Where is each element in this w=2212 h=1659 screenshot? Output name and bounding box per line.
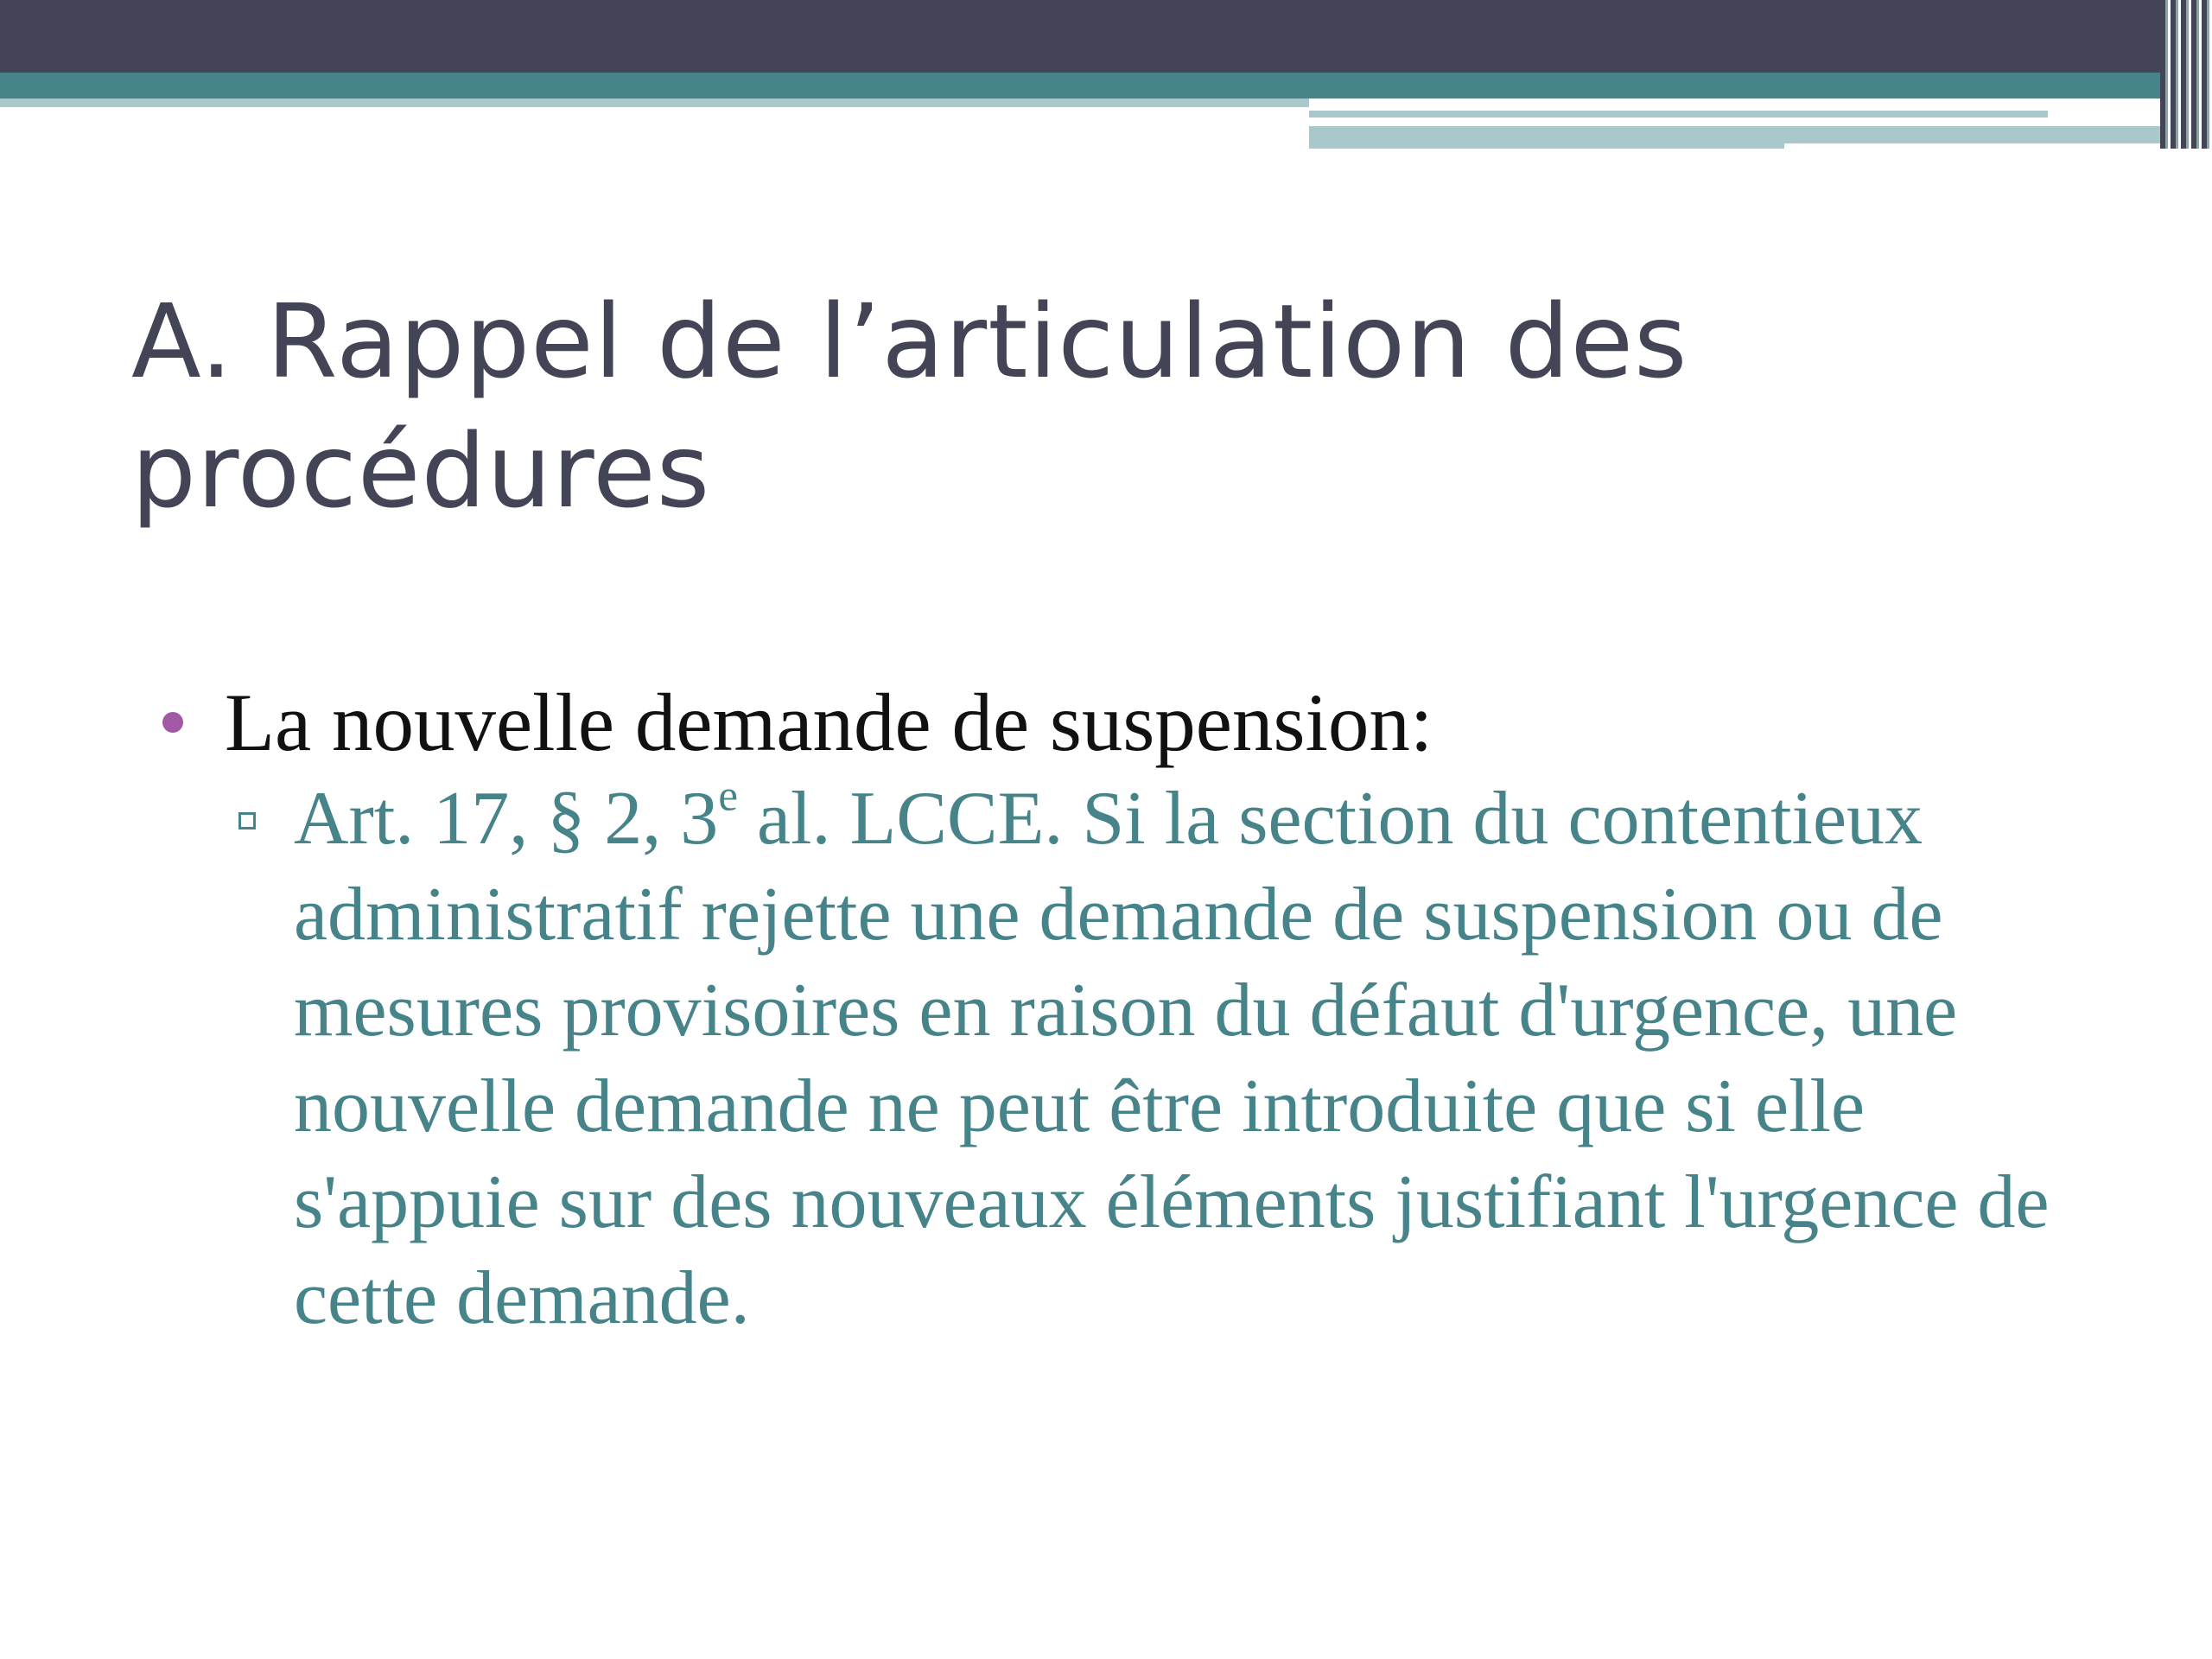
header-bar-light [0, 99, 1309, 107]
sub-bullet-prefix: Art. 17, § 2, 3 [294, 777, 719, 861]
sub-bullet-superscript: e [718, 772, 738, 821]
bullet-item [156, 674, 2074, 771]
round-dot-bullet-icon [162, 712, 183, 733]
header-bar-light-step-1 [1309, 111, 2048, 118]
header-bar-light-step-2 [1309, 126, 1784, 149]
slide-body [156, 674, 2074, 1346]
header-gap [1309, 99, 2212, 111]
slide-title: A. Rappel de l’articulation des procédures [131, 282, 1688, 531]
bullet-text: La nouvelle demande de suspension: [225, 677, 1433, 768]
sub-bullet-text: al. LCCE. Si la section du contentieux administratif rejette une demande de suspension ou de mesures provisoires en raison du défaut d'urgence, une nouvelle demande ne peut être introduite que si elle s'appuie sur des nouveaux éléments justifiant l'urgence de cette demande. [294, 777, 2050, 1340]
sub-bullet-item [156, 771, 2108, 1346]
header-white-line [1309, 118, 2048, 126]
header-edge-stripes [2160, 0, 2212, 149]
header-bar-dark [0, 0, 2212, 73]
header-bar-teal [0, 73, 2212, 99]
hollow-square-bullet-icon [238, 812, 256, 830]
header-bar-light-step-3 [1784, 126, 2160, 143]
